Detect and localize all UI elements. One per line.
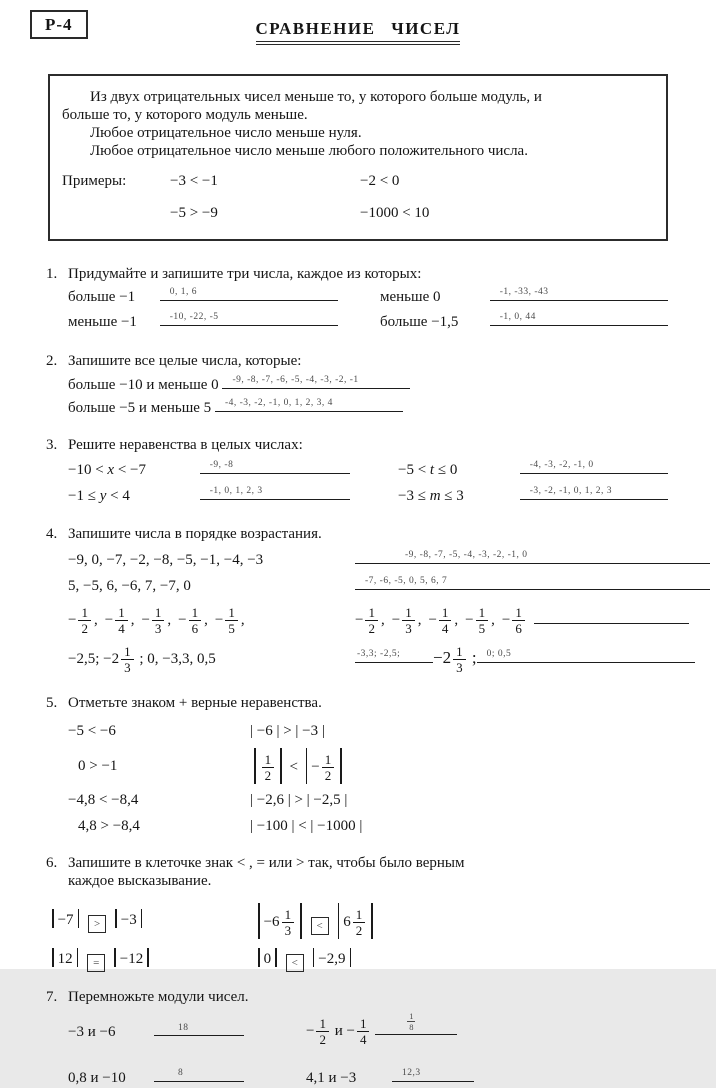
ex7-item-1 <box>68 1020 306 1042</box>
exercise-1-title: Придумайте и запишите три числа, каждое из которых: <box>68 265 422 282</box>
inequality-text: ≤ 0 <box>437 461 458 478</box>
minus-sign: − <box>355 611 364 628</box>
ex3-item-y <box>68 484 398 506</box>
abs-bar-icon <box>306 748 308 784</box>
ex7-label: −3 и −6 <box>68 1024 116 1041</box>
ex5-left-4: 4,8 > −8,4 <box>78 817 140 834</box>
ex1-label: больше −1,5 <box>380 314 459 330</box>
answer-text: 12,3 <box>402 1067 421 1078</box>
ex4-answer-fractions: − $\frac{1}{2}$ , − $\frac{1}{3}$ , − $\frac{1}{4}$ , − $\frac{1}{5}$ , − $\frac{1}{6}$ <box>355 612 534 628</box>
exercise-2-number: 2. <box>46 352 58 369</box>
answer-field <box>490 285 668 301</box>
fraction: $\frac{1}{6}$ <box>189 606 202 635</box>
examples-label: Примеры: <box>62 173 127 189</box>
answer-field <box>534 608 689 624</box>
ex5-left-1: −5 < −6 <box>68 723 116 740</box>
fraction: $\frac{1}{3}$ <box>402 606 415 635</box>
answer-text: -4, -3, -2, -1, 0, 1, 2, 3, 4 <box>224 398 333 409</box>
minus-sign: − <box>311 759 320 775</box>
example-4: −1000 < 10 <box>360 204 430 221</box>
value: −3 <box>120 912 137 928</box>
minus-sign: − <box>214 611 224 628</box>
ex1-label: меньше −1 <box>68 314 137 330</box>
ex4-question-fractions: − $\frac{1}{2}$ , − $\frac{1}{4}$ , − $\frac{1}{3}$ , − $\frac{1}{6}$ , − $\frac{1}{5}$ , <box>68 604 245 636</box>
minus-sign: − <box>465 611 474 628</box>
answer-field <box>477 647 695 663</box>
minus-sign: − <box>68 611 77 628</box>
ex4-row-1 <box>68 548 716 570</box>
sign-box <box>311 917 329 935</box>
abs-bar-icon <box>275 948 277 967</box>
value: −7 <box>57 912 74 928</box>
rule-line-1: Из двух отрицательных чисел меньше то, у которого больше модуль, и <box>90 89 542 105</box>
abs-bar-icon <box>258 948 260 967</box>
handwritten-sign: = <box>93 957 100 969</box>
abs-bar-icon <box>115 909 117 928</box>
answer-text: -3, -2, -1, 0, 1, 2, 3 <box>529 485 612 496</box>
inequality-text: −1 ≤ <box>68 487 96 504</box>
answer-text: -9, -8 <box>209 459 234 470</box>
answer-text: 18 <box>178 1022 189 1033</box>
ex1-label: меньше 0 <box>380 289 441 306</box>
ex5-left-3: −4,8 < −8,4 <box>68 792 139 808</box>
answer-field <box>355 548 710 564</box>
exercise-1 <box>0 265 716 332</box>
answer-field <box>520 458 668 474</box>
minus-sign: − <box>141 611 150 628</box>
handwritten-sign: < <box>291 957 298 969</box>
answer-fraction: $\frac{1}{8}$ <box>409 1010 414 1033</box>
rule-line-3: Любое отрицательное число меньше нуля. <box>90 125 362 141</box>
abs-bar-icon <box>313 948 315 967</box>
answer-text: -3,3; -2,5; <box>357 648 401 659</box>
ex7-label: 0,8 и −10 <box>68 1069 126 1086</box>
exercise-4 <box>0 525 716 673</box>
fraction: $\frac{1}{2}$ <box>365 606 378 635</box>
answer-text: -7, -6, -5, 0, 5, 6, 7 <box>365 575 448 586</box>
value: 12 <box>57 951 73 967</box>
ex3-item-t <box>398 458 716 480</box>
answer-field <box>490 310 668 326</box>
answer-field <box>154 1066 244 1082</box>
value: 0 <box>263 951 272 967</box>
exercise-6 <box>0 854 716 973</box>
ex2-label: больше −5 и меньше 5 <box>68 400 212 417</box>
inequality-text: < 4 <box>110 487 130 504</box>
answer-text: -9, -8, -7, -5, -4, -3, -2, -1, 0 <box>405 550 528 561</box>
ex5-right-4: | −100 | < | −1000 | <box>250 817 363 834</box>
inequality-text: −10 < <box>68 461 104 478</box>
fraction: $\frac{1}{3}$ <box>282 908 295 937</box>
minus-sign: − <box>178 611 187 628</box>
inequality-text: −3 ≤ <box>398 487 426 504</box>
fraction: $\frac{1}{4}$ <box>115 606 128 635</box>
ex6-left-1 <box>48 909 254 933</box>
answer-text: 8 <box>178 1067 184 1078</box>
minus-sign: − <box>391 611 401 628</box>
exercise-7-title: Перемножьте модули чисел. <box>68 989 249 1005</box>
ex7-item-3 <box>306 1010 716 1047</box>
fraction: $\frac{1}{2}$ <box>322 753 335 782</box>
printed-answer-mixed-number: −2 $\frac{1}{3}$ ; <box>433 643 477 675</box>
ex2-item-2 <box>68 396 716 418</box>
fraction: $\frac{1}{3}$ <box>152 606 165 635</box>
ex5-right-3: | −2,6 | > | −2,5 | <box>250 792 348 808</box>
sign-box <box>88 915 106 933</box>
ex4-question: −9, 0, −7, −2, −8, −5, −1, −4, −3 <box>68 552 264 568</box>
abs-bar-icon <box>340 748 342 784</box>
abs-bar-icon <box>114 948 116 967</box>
abs-bar-icon <box>258 903 260 939</box>
fraction: $\frac{1}{2}$ <box>262 753 275 782</box>
abs-bar-icon <box>280 748 282 784</box>
variable: y <box>99 487 107 504</box>
ex7-item-4 <box>306 1066 716 1088</box>
exercise-4-number: 4. <box>46 526 58 543</box>
inequality-text: < −7 <box>117 461 147 478</box>
exercise-6-title-line2: каждое высказывание. <box>68 873 212 890</box>
abs-bar-icon <box>300 903 302 939</box>
handwritten-sign: < <box>316 920 323 932</box>
answer-text: -1, 0, 44 <box>499 312 536 323</box>
abs-bar-icon <box>254 748 256 784</box>
variable: x <box>107 461 115 478</box>
question-text: ; 0, −3,3, 0,5 <box>135 650 216 667</box>
answer-field <box>375 1010 457 1035</box>
abs-bar-icon <box>338 903 340 939</box>
handwritten-sign: > <box>94 918 101 930</box>
abs-bar-icon <box>77 948 79 967</box>
answer-text: 0, 1, 6 <box>169 287 197 298</box>
exercise-1-number: 1. <box>46 265 58 282</box>
ex4-row-2 <box>68 574 716 596</box>
abs-bar-icon <box>147 948 149 967</box>
ex7-item-2 <box>68 1066 306 1088</box>
answer-field <box>215 396 403 412</box>
exercise-5 <box>0 694 716 836</box>
minus-sign: − <box>104 611 114 628</box>
answer-field <box>200 484 350 500</box>
exercise-3-number: 3. <box>46 437 58 453</box>
comparison-sign: < <box>289 759 298 775</box>
ex5-right-2 <box>250 748 716 784</box>
ex6-right-2 <box>254 948 716 972</box>
fraction: $\frac{1}{2}$ <box>316 1017 329 1046</box>
fraction: $\frac{1}{5}$ <box>225 606 238 635</box>
examples-block <box>62 172 654 223</box>
ex6-right-1 <box>254 903 716 939</box>
ex5-right-1: | −6 | > | −3 | <box>250 723 325 740</box>
ex4-question-mixed <box>68 645 355 674</box>
fraction: $\frac{1}{4}$ <box>439 606 452 635</box>
ex4-row-4 <box>68 645 716 674</box>
fraction: $\frac{1}{3}$ <box>121 645 134 674</box>
fraction: $\frac{1}{6}$ <box>512 606 525 635</box>
fraction: $\frac{1}{5}$ <box>476 606 489 635</box>
variable: m <box>429 487 441 504</box>
exercise-7 <box>0 988 716 1088</box>
exercise-4-title: Запишите числа в порядке возрастания. <box>68 526 322 543</box>
ex1-label: больше −1 <box>68 289 136 306</box>
answer-field <box>355 647 433 663</box>
answer-field <box>154 1020 244 1036</box>
answer-text: -10, -22, -5 <box>169 312 219 323</box>
value: −2,9 <box>318 951 346 967</box>
abs-bar-icon <box>350 948 352 967</box>
answer-field <box>392 1066 474 1082</box>
exercise-3-title: Решите неравенства в целых числах: <box>68 437 303 453</box>
fraction: $\frac{1}{2}$ <box>353 908 366 937</box>
variable: t <box>429 461 435 478</box>
rule-line-2: больше то, у которого модуль меньше. <box>62 107 308 123</box>
answer-text: -4, -3, -2, -1, 0 <box>529 459 594 470</box>
ex4-row-3 <box>68 606 716 635</box>
fraction: $\frac{1}{3}$ <box>453 645 466 674</box>
answer-field <box>355 574 710 590</box>
ex4-question: 5, −5, 6, −6, 7, −7, 0 <box>68 577 191 594</box>
abs-bar-icon <box>371 903 373 939</box>
minus-sign: − <box>428 611 437 628</box>
value: 6 <box>343 914 351 930</box>
rule-line-4: Любое отрицательное число меньше любого положительного числа. <box>90 143 528 159</box>
ex1-item-less-minus1 <box>68 310 380 332</box>
example-2: −2 < 0 <box>360 173 400 189</box>
answer-field <box>160 310 338 326</box>
ex1-item-greater-minus1_5 <box>380 310 716 332</box>
answer-text: -9, -8, -7, -6, -5, -4, -3, -2, -1 <box>232 374 359 385</box>
example-1: −3 < −1 <box>170 173 218 189</box>
answer-text: 0; 0,5 <box>486 648 512 659</box>
ex3-item-x <box>68 458 398 480</box>
example-3: −5 > −9 <box>170 204 218 221</box>
answer-text: -1, -33, -43 <box>499 287 549 298</box>
ex7-label: 4,1 и −3 <box>306 1069 357 1086</box>
conjunction: и <box>334 1022 343 1039</box>
exercise-7-number: 7. <box>46 989 58 1005</box>
exercise-3 <box>0 436 716 505</box>
page-title: СРАВНЕНИЕ ЧИСЕЛ <box>256 18 461 45</box>
minus-sign: − <box>501 611 511 628</box>
value: −6 <box>263 914 280 930</box>
fraction: $\frac{1}{4}$ <box>357 1017 370 1046</box>
ex6-left-2 <box>48 948 254 972</box>
answer-field <box>200 458 350 474</box>
exercise-6-title-line1: Запишите в клеточке знак < , = или > так, чтобы было верным <box>68 854 465 871</box>
answer-text: -1, 0, 1, 2, 3 <box>209 485 263 496</box>
abs-bar-icon <box>141 909 143 928</box>
ex2-label: больше −10 и меньше 0 <box>68 376 219 393</box>
ex5-left-2: 0 > −1 <box>78 757 118 774</box>
ex2-item-1 <box>68 373 716 395</box>
exercise-5-title: Отметьте знаком + верные неравенства. <box>68 694 322 711</box>
value: −12 <box>119 951 144 967</box>
abs-bar-icon <box>52 948 54 967</box>
ex1-item-less-0 <box>380 285 716 307</box>
sign-box <box>286 954 304 972</box>
answer-field <box>520 484 668 500</box>
ex1-item-greater-minus1 <box>68 285 380 307</box>
header <box>0 0 716 52</box>
ex3-item-m <box>398 484 716 506</box>
exercise-6-number: 6. <box>46 854 58 871</box>
minus-sign: − <box>346 1022 355 1039</box>
worksheet-code-box <box>30 10 88 39</box>
rules-box <box>48 74 668 241</box>
exercise-2 <box>0 352 716 418</box>
minus-sign: − <box>306 1022 315 1039</box>
exercise-2-title: Запишите все целые числа, которые: <box>68 352 302 369</box>
question-text: −2,5; −2 <box>68 650 120 667</box>
fraction: $\frac{1}{2}$ <box>78 606 91 635</box>
sign-box <box>87 954 105 972</box>
inequality-text: ≤ 3 <box>444 487 464 504</box>
worksheet-code: Р-4 <box>45 15 73 34</box>
answer-field <box>222 373 410 389</box>
abs-bar-icon <box>52 909 54 928</box>
abs-bar-icon <box>78 909 80 928</box>
inequality-text: −5 < <box>398 461 427 478</box>
exercise-5-number: 5. <box>46 694 58 711</box>
answer-field <box>160 285 338 301</box>
